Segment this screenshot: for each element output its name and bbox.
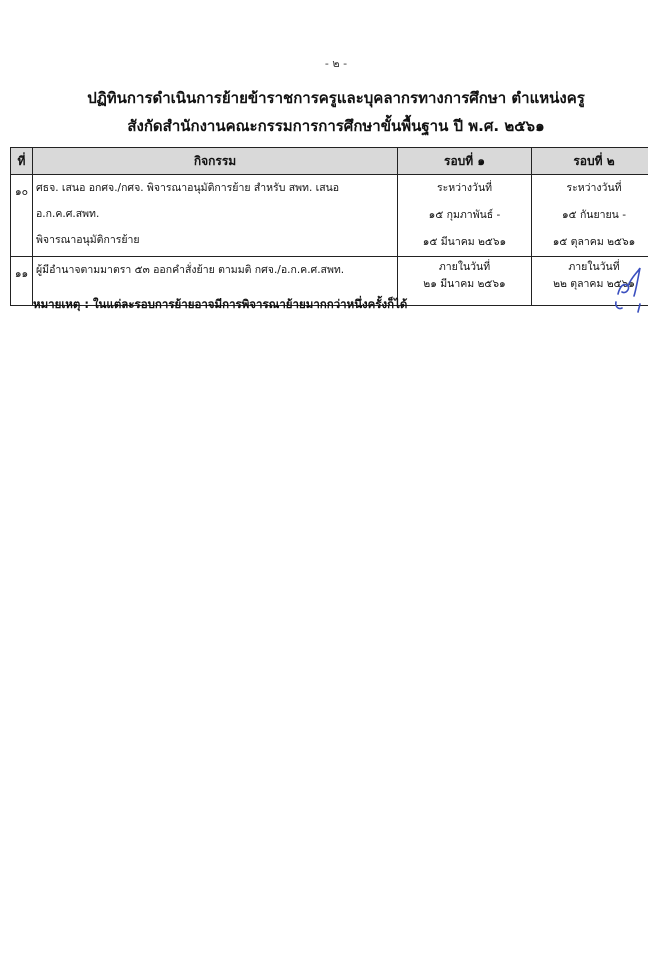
round-1-cell	[398, 257, 532, 306]
row-number: ๑๑	[11, 257, 33, 306]
handwritten-signature	[612, 264, 646, 318]
round-2-label: ภายในวันที่	[568, 261, 620, 273]
round-1-end: ๑๕ มีนาคม ๒๕๖๑	[422, 236, 507, 248]
round-1-label: ระหว่างวันที่	[436, 182, 493, 194]
header-activity: กิจกรรม	[33, 148, 398, 175]
round-2-cell	[532, 175, 648, 257]
round-1-label: ภายในวันที่	[438, 261, 491, 273]
round-2-start: ๑๕ กันยายน -	[562, 209, 626, 221]
document-title-line-1: ปฏิทินการดำเนินการย้ายข้าราชการครูและบุคลากรทางการศึกษา ตำแหน่งครู	[87, 89, 585, 107]
activity-text: ศธจ. เสนอ อกศจ./กศจ. พิจารณาอนุมัติการย้าย สำหรับ สพท. เสนอ อ.ก.ค.ศ.สพท.	[36, 182, 340, 220]
header-no: ที่	[11, 148, 33, 175]
header-round-2: รอบที่ ๒	[532, 148, 648, 175]
document-title-line-2: สังกัดสำนักงานคณะกรรมการการศึกษาขั้นพื้นฐาน ปี พ.ศ. ๒๕๖๑	[127, 117, 545, 135]
round-2-label: ระหว่างวันที่	[566, 182, 622, 194]
round-2-date: ๒๒ ตุลาคม ๒๕๖๑	[553, 278, 635, 290]
row-number: ๑๐	[11, 175, 33, 257]
activity-text: พิจารณาอนุมัติการย้าย	[36, 234, 140, 246]
page-number: - ๒ -	[324, 57, 348, 70]
round-1-start: ๑๕ กุมภาพันธ์ -	[428, 209, 501, 221]
table-row	[11, 175, 648, 257]
round-1-cell	[398, 175, 532, 257]
header-round-1: รอบที่ ๑	[398, 148, 532, 175]
activity-cell	[33, 175, 398, 257]
activity-text: ผู้มีอำนาจตามมาตรา ๕๓ ออกคำสั่งย้าย ตามมติ กศจ./อ.ก.ค.ศ.สพท.	[36, 264, 345, 276]
table-header-row	[11, 148, 648, 175]
round-1-date: ๒๑ มีนาคม ๒๕๖๑	[423, 278, 506, 290]
signature-mark	[612, 264, 646, 314]
schedule-table	[10, 147, 648, 306]
round-2-end: ๑๕ ตุลาคม ๒๕๖๑	[552, 236, 636, 248]
footnote: หมายเหตุ : ในแต่ละรอบการย้ายอาจมีการพิจารณาย้ายมากกว่าหนึ่งครั้งก็ได้	[33, 297, 408, 311]
